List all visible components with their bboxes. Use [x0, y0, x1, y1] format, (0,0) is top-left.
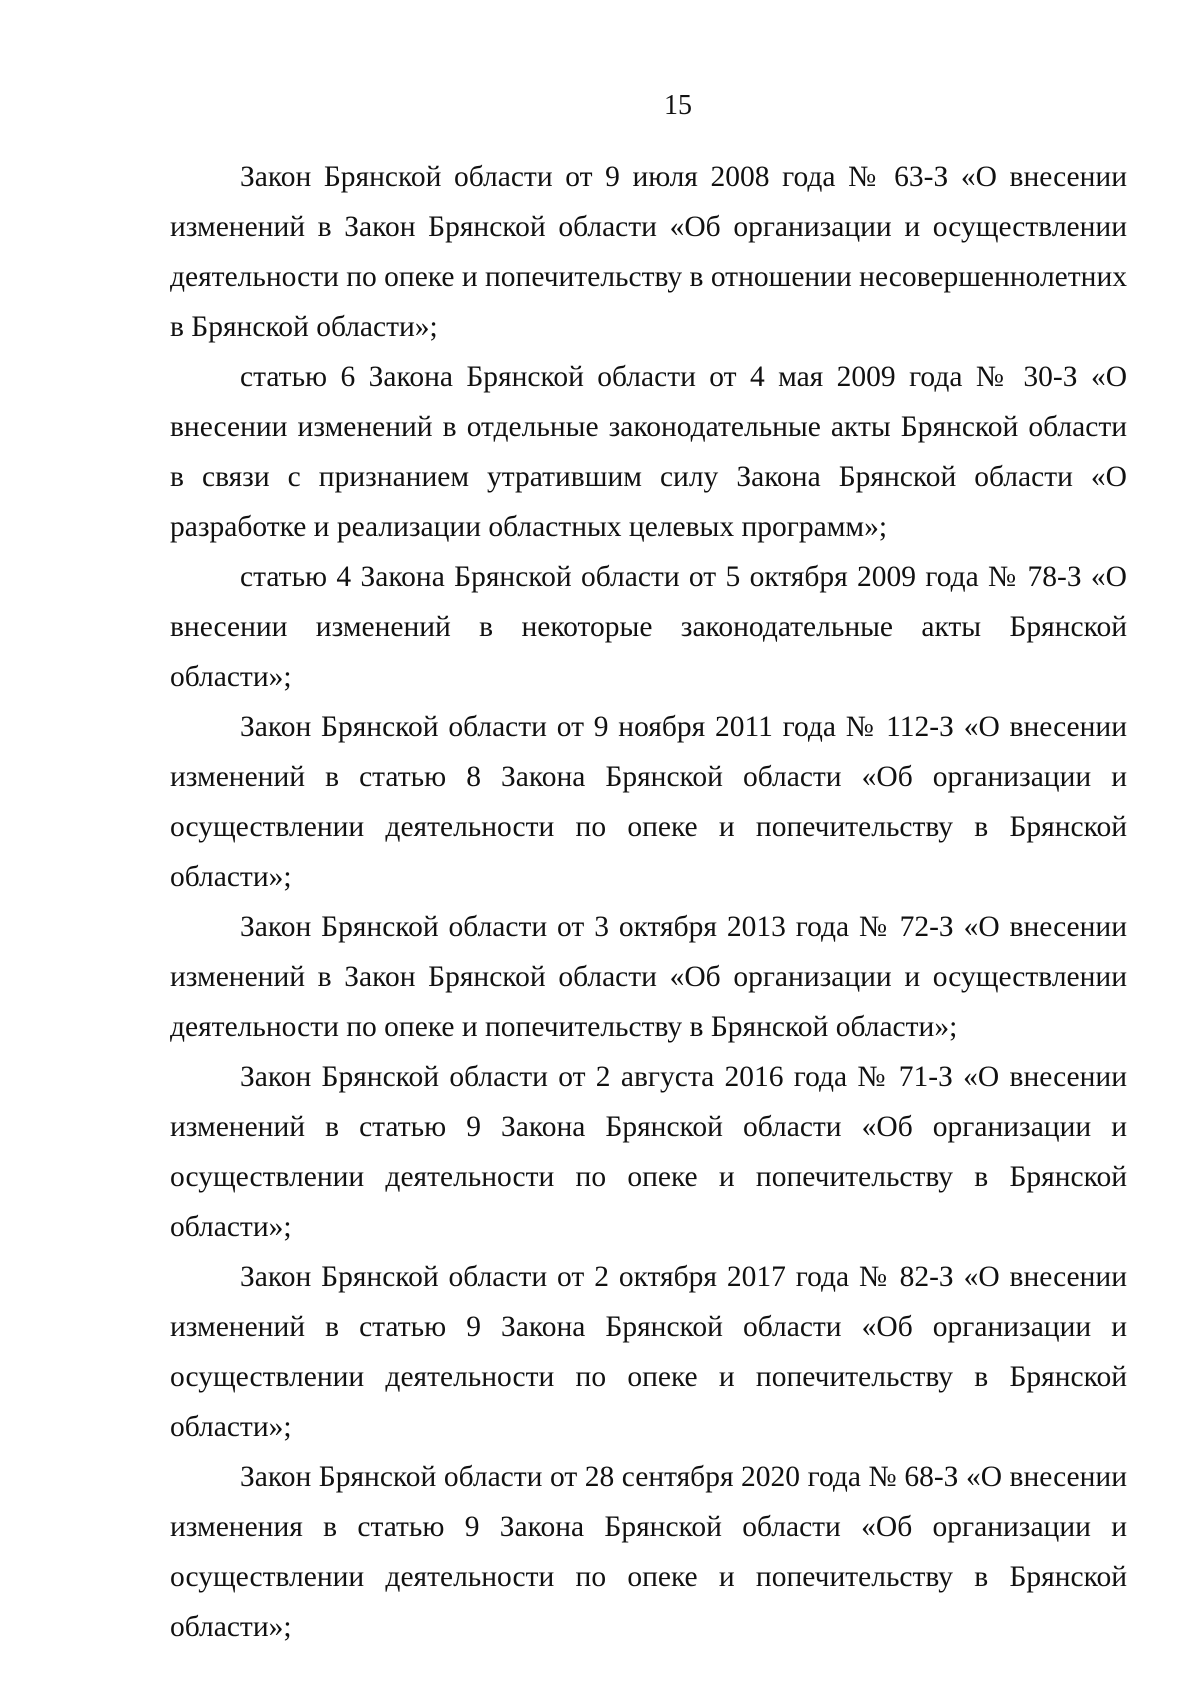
law-paragraph: Закон Брянской области от 2 августа 2016 года № 71-З «О внесении изменений в статью 9 Закона Брянской области «Об организации и осуществлении деятельности по опеке и попечительству в Брянской области»; [170, 1061, 1127, 1243]
law-paragraph: Закон Брянской области от 2 октября 2017 года № 82-З «О внесении изменений в статью 9 Закона Брянской области «Об организации и осуществлении деятельности по опеке и попечительству в Брянской области»; [170, 1261, 1127, 1443]
law-paragraph: Закон Брянской области от 28 сентября 2020 года № 68-З «О внесении изменения в статью 9 Закона Брянской области «Об организации и осуществлении деятельности по опеке и попечительству в Брянской области»; [170, 1461, 1127, 1643]
law-paragraph: статью 6 Закона Брянской области от 4 мая 2009 года № 30-З «О внесении изменений в отдельные законодательные акты Брянской области в связи с признанием утратившим силу Закона Брянской области «О разработке и реализации областных целевых программ»; [170, 361, 1127, 543]
document-body [170, 152, 1127, 1652]
law-paragraph: Закон Брянской области от 9 ноября 2011 года № 112-З «О внесении изменений в статью 8 Закона Брянской области «Об организации и осуществлении деятельности по опеке и попечительству в Брянской области»; [170, 711, 1127, 893]
law-paragraph: Закон Брянской области от 3 октября 2013 года № 72-З «О внесении изменений в Закон Брянской области «Об организации и осуществлении деятельности по опеке и попечительству в Брянской области»; [170, 911, 1127, 1043]
law-paragraph: Закон Брянской области от 9 июля 2008 года № 63-З «О внесении изменений в Закон Брянской области «Об организации и осуществлении деятельности по опеке и попечительству в отношении несовершеннолетних в Брянской области»; [170, 161, 1127, 343]
page-number: 15 [664, 90, 692, 121]
law-paragraph: статью 4 Закона Брянской области от 5 октября 2009 года № 78-З «О внесении изменений в некоторые законодательные акты Брянской области»; [170, 561, 1127, 693]
